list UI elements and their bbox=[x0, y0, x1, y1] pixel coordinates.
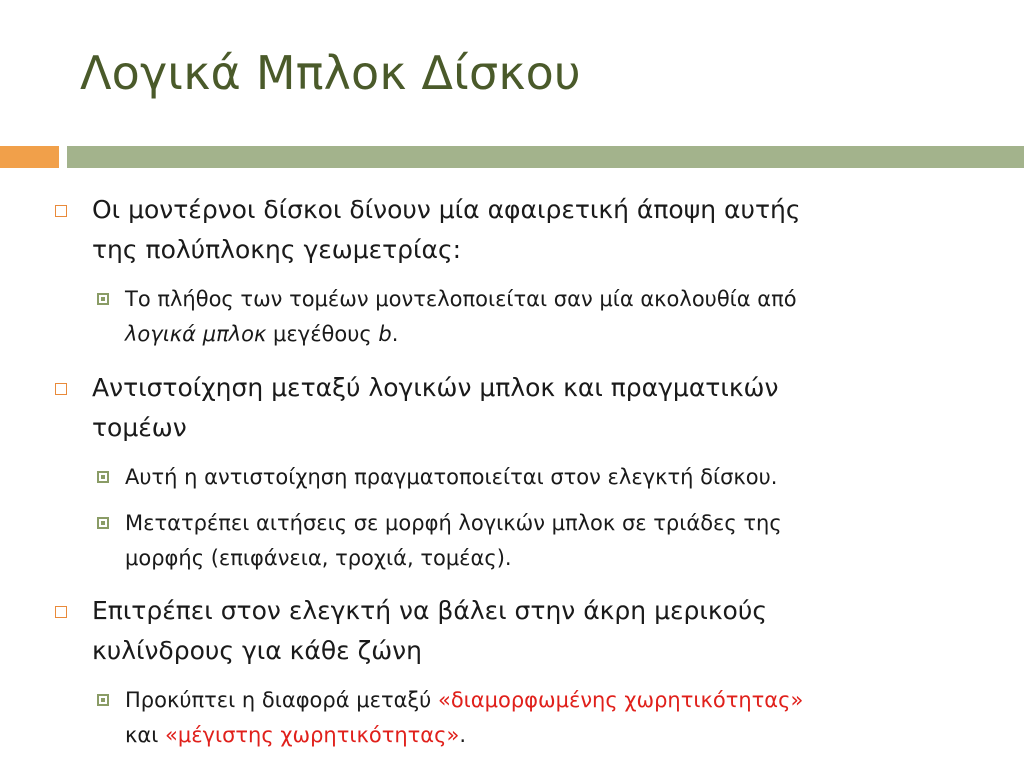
bullet-3-sub-1-line-1 bbox=[125, 683, 985, 718]
bullet-2-line-2: τομέων bbox=[92, 413, 187, 442]
red-emphasis-text: «διαμορφωμένης χωρητικότητας» bbox=[437, 688, 804, 712]
title-accent-bar-orange bbox=[0, 146, 59, 168]
bullet-2-sub-1-line-1: Αυτή η αντιστοίχηση πραγματοποιείται στον ελεγκτή δίσκου. bbox=[125, 465, 778, 489]
bullet-2-sub-2 bbox=[125, 506, 985, 576]
slide-title: Λογικά Μπλοκ Δίσκου bbox=[80, 46, 581, 100]
bullet-3-line-1: Επιτρέπει στον ελεγκτή να βάλει στην άκρη μερικούς bbox=[92, 596, 767, 625]
bullet-2-sub-2-line-1: Μετατρέπει αιτήσεις σε μορφή λογικών μπλοκ σε τριάδες της bbox=[125, 511, 782, 535]
bullet-2 bbox=[92, 368, 972, 448]
text-segment: μεγέθους bbox=[266, 322, 379, 346]
square-bullet-icon bbox=[55, 383, 67, 395]
text-segment: . bbox=[391, 322, 399, 346]
bullet-1-line-1: Οι μοντέρνοι δίσκοι δίνουν μία αφαιρετική άποψη αυτής bbox=[92, 195, 801, 224]
title-accent-bar-green bbox=[67, 146, 1024, 168]
bullet-3 bbox=[92, 591, 972, 671]
bullet-1-line-2: της πολύπλοκης γεωμετρίας: bbox=[92, 235, 462, 264]
filled-square-bullet-icon bbox=[97, 293, 109, 305]
text-segment: και bbox=[125, 723, 166, 747]
text-segment: . bbox=[459, 723, 467, 747]
bullet-1 bbox=[92, 190, 972, 270]
bullet-1-sub-1-line-2 bbox=[125, 317, 985, 352]
bullet-1-sub-1 bbox=[125, 282, 985, 352]
filled-square-bullet-icon bbox=[97, 517, 109, 529]
bullet-1-sub-1-line-1: Το πλήθος των τομέων μοντελοποιείται σαν μία ακολουθία από bbox=[125, 287, 797, 311]
text-segment: Προκύπτει η διαφορά μεταξύ bbox=[125, 688, 438, 712]
bullet-2-sub-1 bbox=[125, 460, 985, 495]
bullet-3-line-2: κυλίνδρους για κάθε ζώνη bbox=[92, 636, 422, 665]
bullet-3-sub-1-line-2 bbox=[125, 718, 985, 753]
bullet-3-sub-1 bbox=[125, 683, 985, 753]
red-emphasis-text: «μέγιστης χωρητικότητας» bbox=[165, 723, 460, 747]
square-bullet-icon bbox=[55, 606, 67, 618]
bullet-2-sub-2-line-2: μορφής (επιφάνεια, τροχιά, τομέας). bbox=[125, 546, 512, 570]
variable-b: b bbox=[378, 322, 392, 346]
bullet-2-line-1: Αντιστοίχηση μεταξύ λογικών μπλοκ και πραγματικών bbox=[92, 373, 779, 402]
italic-term: λογικά μπλοκ bbox=[125, 322, 267, 346]
filled-square-bullet-icon bbox=[97, 471, 109, 483]
square-bullet-icon bbox=[55, 205, 67, 217]
filled-square-bullet-icon bbox=[97, 694, 109, 706]
